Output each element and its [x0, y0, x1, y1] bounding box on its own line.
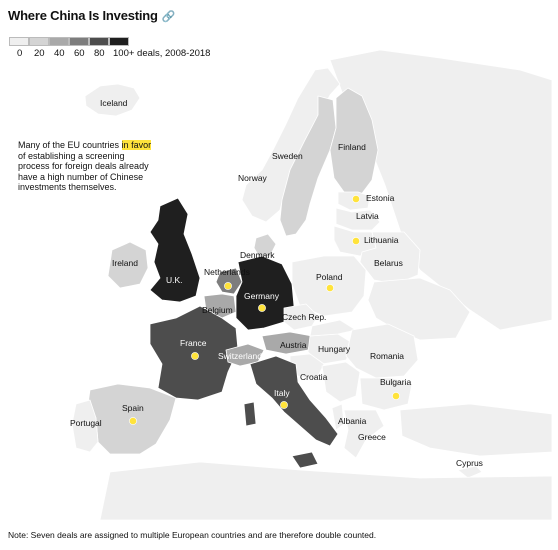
- label-czech: Czech Rep.: [282, 312, 327, 322]
- country-slovakia: [310, 320, 356, 336]
- footnote: Note: Seven deals are assigned to multiple European countries and are therefore double counted.: [8, 530, 377, 540]
- annotation-before: Many of the EU countries: [18, 140, 122, 150]
- legend-tick-20: 20: [34, 48, 45, 59]
- label-austria: Austria: [280, 340, 307, 350]
- country-serbia: [322, 362, 360, 402]
- legend-tick-0: 0: [17, 48, 23, 59]
- marker-estonia: [352, 195, 359, 202]
- legend-tick-60: 60: [74, 48, 85, 59]
- country-uk: [150, 198, 200, 302]
- label-denmark: Denmark: [240, 250, 275, 260]
- marker-spain: [129, 417, 136, 424]
- label-sweden: Sweden: [272, 151, 303, 161]
- label-iceland: Iceland: [100, 98, 128, 108]
- link-icon[interactable]: 🔗: [161, 11, 176, 23]
- marker-italy: [280, 401, 287, 408]
- label-norway: Norway: [238, 173, 267, 183]
- marker-netherlands: [224, 282, 231, 289]
- label-poland: Poland: [316, 272, 343, 282]
- label-portugal: Portugal: [70, 418, 102, 428]
- label-france: France: [180, 338, 207, 348]
- annotation-after: of establishing a screening process for foreign deals already have a high number of Chinese investments themselves.: [18, 150, 149, 192]
- country-sicily: [292, 452, 318, 468]
- label-cyprus: Cyprus: [456, 458, 483, 468]
- title-text: Where China Is Investing: [8, 8, 158, 23]
- label-romania: Romania: [370, 351, 405, 361]
- label-hungary: Hungary: [318, 344, 351, 354]
- label-ireland: Ireland: [112, 258, 138, 268]
- label-spain: Spain: [122, 403, 144, 413]
- label-italy: Italy: [274, 388, 290, 398]
- label-albania: Albania: [338, 416, 367, 426]
- country-turkey: [400, 404, 552, 456]
- marker-lithuania: [352, 237, 359, 244]
- label-netherlands: Netherlands: [204, 267, 250, 277]
- annotation-text: [18, 140, 158, 193]
- label-croatia: Croatia: [300, 372, 328, 382]
- label-lithuania: Lithuania: [364, 235, 399, 245]
- marker-france: [191, 352, 198, 359]
- legend-tick-40: 40: [54, 48, 65, 59]
- country-sardinia: [244, 402, 256, 426]
- label-belgium: Belgium: [202, 305, 233, 315]
- marker-poland: [326, 284, 333, 291]
- label-bulgaria: Bulgaria: [380, 377, 412, 387]
- label-germany: Germany: [244, 291, 279, 301]
- label-switzerland: Switzerland: [218, 351, 262, 361]
- label-finland: Finland: [338, 142, 366, 152]
- country-north-africa: [100, 462, 552, 520]
- annotation-highlight: in favor: [121, 140, 152, 150]
- label-latvia: Latvia: [356, 211, 379, 221]
- legend-tick-100: 100+ deals, 2008-2018: [113, 48, 211, 59]
- label-belarus: Belarus: [374, 258, 403, 268]
- label-greece: Greece: [358, 432, 386, 442]
- label-estonia: Estonia: [366, 193, 395, 203]
- legend-tick-80: 80: [94, 48, 105, 59]
- marker-germany: [258, 304, 265, 311]
- label-uk: U.K.: [166, 275, 183, 285]
- marker-bulgaria: [392, 392, 399, 399]
